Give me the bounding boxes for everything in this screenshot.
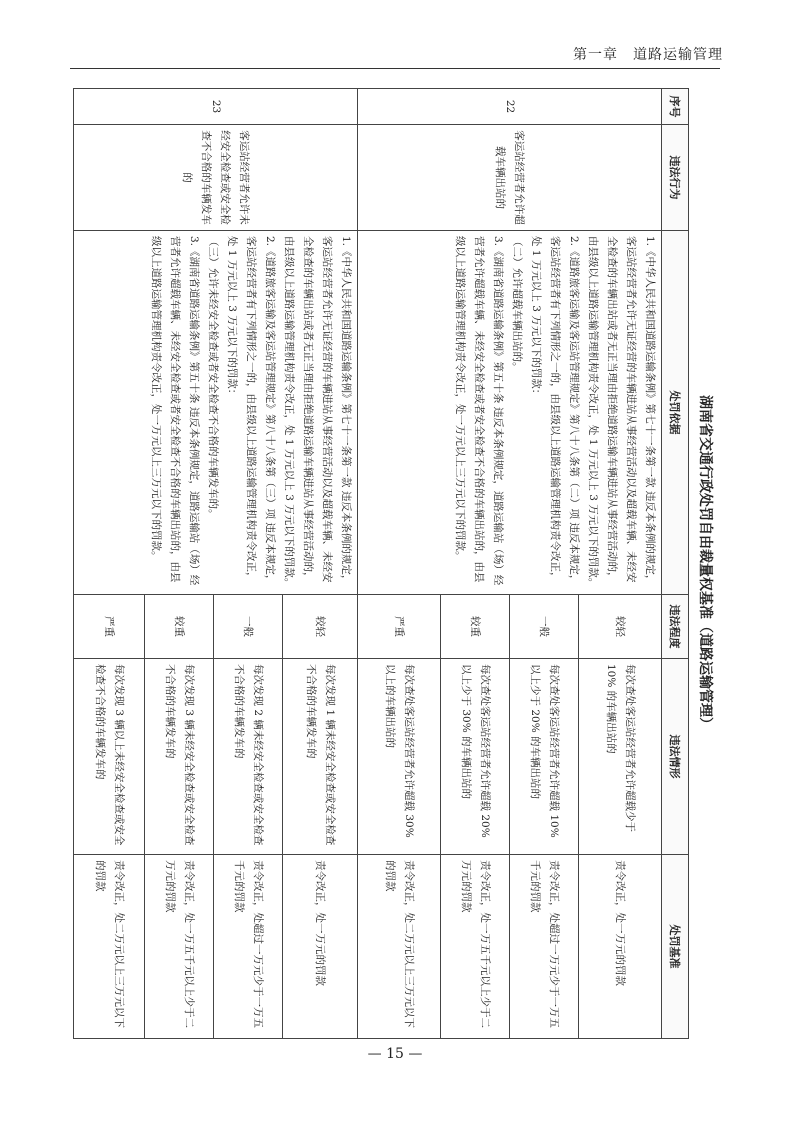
degree-cell: 较轻: [579, 595, 662, 659]
header-rule: [70, 68, 720, 69]
basis-clause: 1.《中华人民共和国道路运输条例》第七十一条第一款 违反本条例的规定，客运站经营者允许无证经营的车辆进站从事经营活动以及超载车辆、未经安全检查的车辆出站或者无正当理由拒绝道路运输车辆进站从事经营活动的，由县级以上道路运输管理机构责令改正，处 1 万元以上 3 万元以下的罚款。: [283, 236, 352, 589]
col-header-degree: 违法程度: [662, 595, 689, 659]
situation-cell: 每次查处客运站经营者允许超载少于 10% 的车辆出站的: [579, 659, 662, 855]
degree-cell: 一般: [214, 595, 283, 659]
basis-clause: 1.《中华人民共和国道路运输条例》第七十一条第一款 违反本条例的规定，客运站经营者允许无证经营的车辆进站从事经营活动以及超载车辆、未经安全检查的车辆出站或者无正当理由拒绝道路运输车辆进站从事经营活动的，由县级以上道路运输管理机构责令改正，处 1 万元以上 3 万元以下的罚款。: [587, 236, 656, 589]
penalty-basis: [358, 231, 662, 595]
basis-clause: 2.《道路旅客运输及客运站管理规定》第八十八条第（三）项 违反本规定，客运站经营者有下列情形之一的，由县级以上道路运输管理机构责令改正，处 1 万元以上 3 万元以下的罚款：: [226, 236, 276, 586]
basis-clause: （三）允许未经安全检查或者安全检查不合格的车辆发车的。: [207, 236, 219, 520]
col-header-no: 序号: [662, 89, 689, 125]
standard-cell: 责令改正，处二万元以上三万元以下的罚款: [358, 855, 441, 1039]
degree-cell: 严重: [74, 595, 145, 659]
table-title: 湖南省交通行政处罚自由裁量权基准（道路运输管理）: [697, 395, 713, 731]
page-number: — 15 —: [367, 1046, 423, 1062]
degree-cell: 较重: [441, 595, 510, 659]
penalty-basis: [74, 231, 358, 595]
basis-clause: 3.《湖南省道路运输条例》第五十条 违反本条例规定，道路运输站（场）经营者允许超载车辆、未经安全检查或者安全检查不合格的车辆出站的，由县级以上道路运输管理机构责令改正，处一万元以上三万元以下的罚款。: [454, 236, 504, 586]
basis-clause: （二）允许超载车辆出站的。: [511, 236, 523, 373]
situation-cell: 每次查处客运站经营者允许超载 20% 以上少于 30% 的车辆出站的: [441, 659, 510, 855]
situation-cell: 每次发现 3 辆以上未经安全检查或安全检查不合格的车辆发车的: [74, 659, 145, 855]
col-header-standard: 处罚基准: [662, 855, 689, 1039]
penalty-standard-table: [73, 88, 689, 1039]
standard-cell: 责令改正，处一万五千元以上少于二万元的罚款: [441, 855, 510, 1039]
violation-act: 客运站经营者允许超载车辆出站的: [358, 125, 662, 231]
table-row: [283, 89, 358, 1039]
table-header-row: [662, 89, 689, 1039]
col-header-basis: 处罚依据: [662, 231, 689, 595]
situation-cell: 每次查处客运站经营者允许超载 30% 以上的车辆出站的: [358, 659, 441, 855]
table-row: [579, 89, 662, 1039]
basis-clause: 3.《湖南省道路运输条例》第五十条 违反本条例规定，道路运输站（场）经营者允许超载车辆、未经安全检查或者安全检查不合格的车辆出站的，由县级以上道路运输管理机构责令改正，处一万元以上三万元以下的罚款。: [150, 236, 200, 586]
standard-cell: 责令改正，处一万元的罚款: [283, 855, 358, 1039]
situation-cell: 每次发现 3 辆未经安全检查或安全检查不合格的车辆发车的: [145, 659, 214, 855]
degree-cell: 较轻: [283, 595, 358, 659]
chapter-header: 第一章 道路运输管理: [573, 47, 723, 63]
situation-cell: 每次查处客运站经营者允许超载 10% 以上少于 20% 的车辆出站的: [510, 659, 579, 855]
col-header-situation: 违法情形: [662, 659, 689, 855]
situation-cell: 每次发现 2 辆未经安全检查或安全检查不合格的车辆发车的: [214, 659, 283, 855]
standard-cell: 责令改正，处一万元的罚款: [579, 855, 662, 1039]
standard-cell: 责令改正，处一万五千元以上少于二万元的罚款: [145, 855, 214, 1039]
basis-clause: 2.《道路旅客运输及客运站管理规定》第八十八条第（二）项 违反本规定，客运站经营者有下列情形之一的，由县级以上道路运输管理机构责令改正，处 1 万元以上 3 万元以下的罚款：: [530, 236, 580, 586]
row-number: 22: [358, 89, 662, 125]
violation-act: 客运站经营者允许未经安全检查或安全检查不合格的车辆发车的: [74, 125, 358, 231]
col-header-act: 违法行为: [662, 125, 689, 231]
standard-cell: 责令改正，处超过一万元少于一万五千元的罚款: [510, 855, 579, 1039]
degree-cell: 严重: [358, 595, 441, 659]
situation-cell: 每次发现 1 辆未经安全检查或安全检查不合格的车辆发车的: [283, 659, 358, 855]
degree-cell: 一般: [510, 595, 579, 659]
rotated-table-page: [94, 88, 721, 1038]
standard-cell: 责令改正，处二万元以上三万元以下的罚款: [74, 855, 145, 1039]
row-number: 23: [74, 89, 358, 125]
standard-cell: 责令改正，处超过一万元少于一万五千元的罚款: [214, 855, 283, 1039]
degree-cell: 较重: [145, 595, 214, 659]
